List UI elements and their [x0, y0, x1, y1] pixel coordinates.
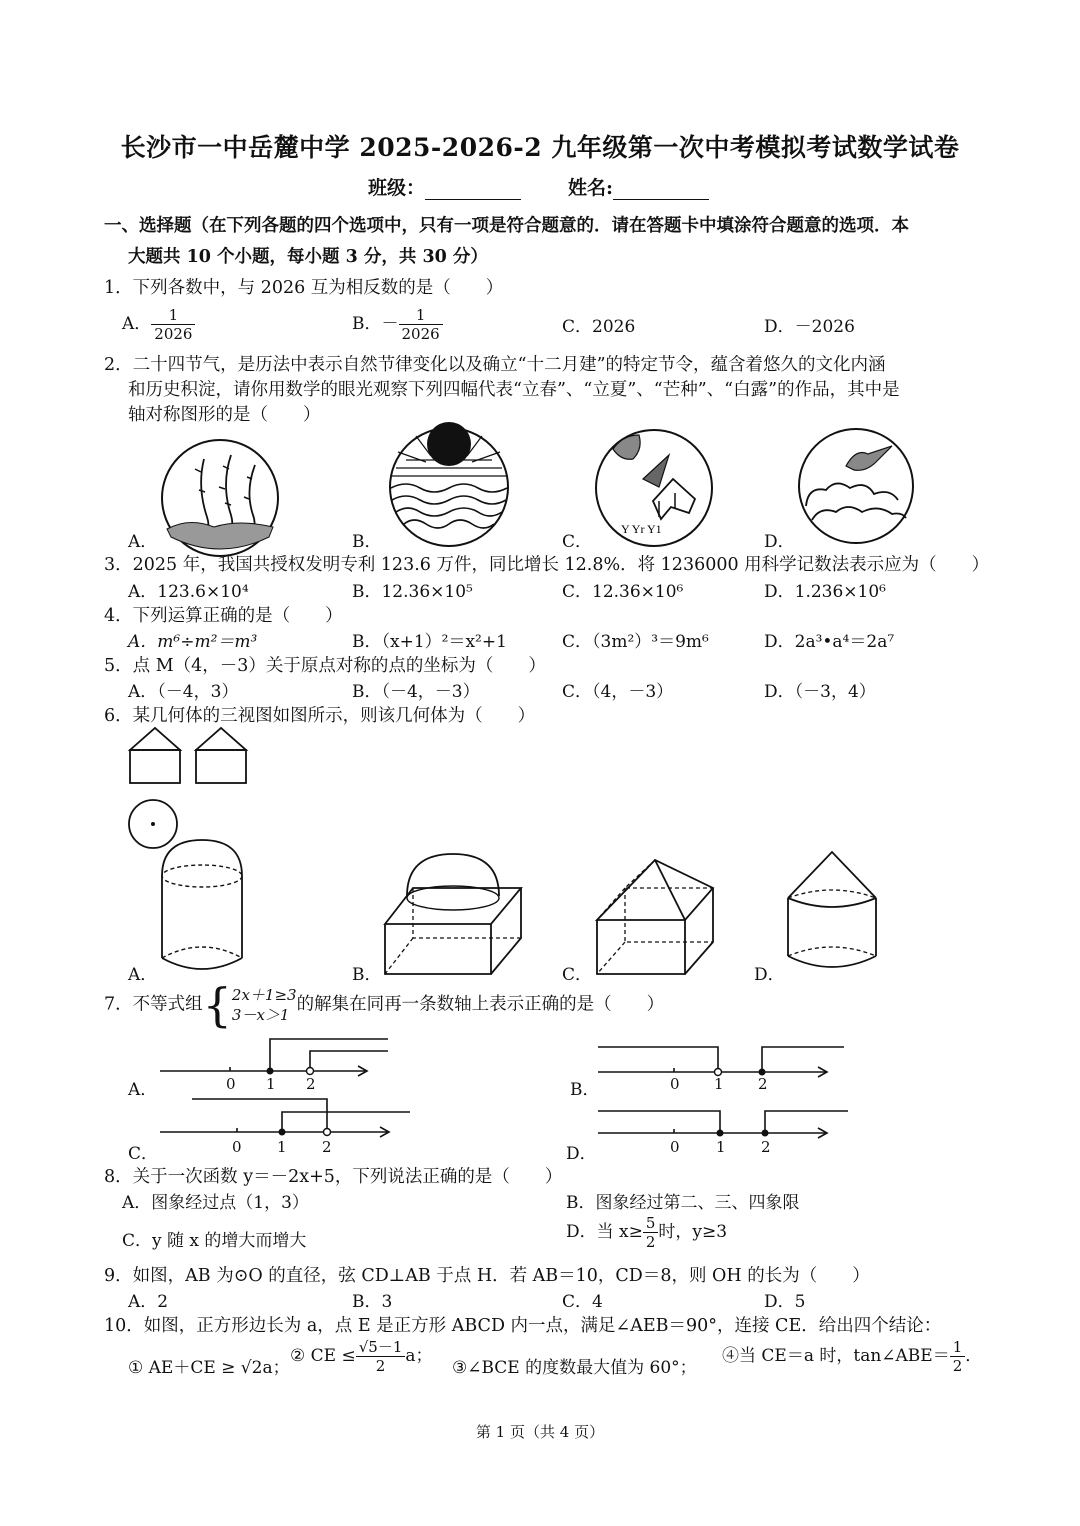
q2-sprout-text: Y Yr Y1: [621, 522, 662, 536]
q7-b-tick-1: 1: [714, 1075, 724, 1093]
q1-stem: 1．下列各数中，与 2026 互为相反数的是（ ）: [104, 278, 504, 298]
q7-a-tick-1: 1: [266, 1075, 276, 1093]
q9-option-a: A．2: [128, 1292, 169, 1312]
q1-option-a: A． $\frac{1}{2026}$: [122, 306, 195, 343]
q7-option-b: B．: [570, 1080, 600, 1100]
q7-numberline-a: [160, 1036, 390, 1076]
q3-option-d: D．1.236×10⁶: [764, 582, 886, 602]
q2-stem-line2: 和历史积淀，请你用数学的眼光观察下列四幅代表“立春”、“立夏”、“芒种”、“白露”的作品，其中是: [128, 380, 900, 400]
q6-figure-c: [595, 858, 715, 976]
q7-d-tick-0: 0: [670, 1138, 680, 1156]
q8-option-d: D．当 x≥ $\frac{5}{2}$ 时，y≥3: [566, 1214, 728, 1251]
q3-option-a: A．123.6×10⁴: [128, 582, 249, 602]
class-label: 班级：: [368, 177, 426, 199]
q10-stem: 10．如图，正方形边长为 a，点 E 是正方形 ABCD 内一点，满足∠AEB＝90°，连接 CE．给出四个结论：: [104, 1316, 942, 1336]
q1-option-b: B．－ $\frac{1}{2026}$: [352, 306, 443, 343]
q8-option-a: A．图象经过点（1，3）: [122, 1193, 309, 1213]
q2-option-d: D．: [764, 532, 795, 552]
q6-figure-a: [160, 838, 244, 974]
q9-option-d: D．5: [764, 1292, 806, 1312]
q2-option-c: C．: [562, 532, 593, 552]
q7-numberline-d: [598, 1108, 850, 1138]
q7-c-tick-0: 0: [232, 1138, 242, 1156]
q3-stem: 3．2025 年，我国共授权发明专利 123.6 万件，同比增长 12.8%．将 1236000 用科学记数法表示应为（ ）: [104, 555, 990, 575]
section-heading-line1: 一、选择题（在下列各题的四个选项中，只有一项是符合题意的．请在答题卡中填涂符合题意的选项．本: [104, 216, 909, 236]
q7-option-a: A．: [128, 1080, 158, 1100]
page-title: 长沙市一中岳麓中学 2025-2026-2 九年级第一次中考模拟考试数学试卷: [120, 133, 960, 162]
q7-b-tick-2: 2: [758, 1075, 768, 1093]
q5-option-a: A．（－4，3）: [128, 682, 239, 702]
q9-option-b: B．3: [352, 1292, 393, 1312]
q7-c-tick-1: 1: [277, 1138, 287, 1156]
q5-stem: 5．点 M（4，－3）关于原点对称的点的坐标为（ ）: [104, 656, 546, 676]
q6-option-d: D．: [754, 965, 785, 985]
q1-option-d: D．－2026: [764, 317, 855, 337]
class-field[interactable]: [368, 173, 521, 200]
q2-stem-line3: 轴对称图形的是（ ）: [128, 405, 321, 425]
q2-figure-lichun: [159, 437, 281, 559]
page-footer: 第 1 页（共 4 页）: [475, 1423, 605, 1441]
name-blank[interactable]: [613, 181, 709, 200]
name-label: 姓名:: [568, 177, 614, 199]
q2-option-b: B．: [352, 532, 382, 552]
q6-figure-b: [383, 852, 523, 976]
class-blank[interactable]: [425, 181, 521, 200]
q2-stem-line1: 2．二十四节气，是历法中表示自然节律变化以及确立“十二月建”的特定节令，蕴含着悠久的文化内涵: [104, 355, 886, 375]
q5-option-b: B．（－4，－3）: [352, 682, 480, 702]
q4-option-b: B．（x+1）²＝x²+1: [352, 632, 507, 652]
q9-stem: 9．如图，AB 为⊙O 的直径，弦 CD⊥AB 于点 H．若 AB＝10，CD＝8，则 OH 的长为（ ）: [104, 1266, 870, 1286]
q6-side-view: [195, 726, 247, 784]
section-heading-line2: 大题共 10 个小题，每小题 3 分，共 30 分）: [128, 247, 488, 267]
q3-option-c: C．12.36×10⁶: [562, 582, 684, 602]
q4-option-c: C．（3m²）³＝9m⁶: [562, 632, 709, 652]
q2-option-a: A．: [128, 532, 158, 552]
q5-option-c: C．（4，－3）: [562, 682, 674, 702]
q6-option-b: B．: [352, 965, 382, 985]
q7-b-tick-0: 0: [670, 1075, 680, 1093]
q9-option-c: C．4: [562, 1292, 603, 1312]
q6-option-c: C．: [562, 965, 593, 985]
q8-option-c: C．y 随 x 的增大而增大: [122, 1231, 307, 1251]
q7-a-tick-0: 0: [226, 1075, 236, 1093]
q6-stem: 6．某几何体的三视图如图所示，则该几何体为（ ）: [104, 706, 536, 726]
q7-numberline-b: [598, 1044, 848, 1078]
q6-front-view: [129, 726, 181, 784]
q6-option-a: A．: [128, 965, 158, 985]
q10-conclusion-2: ② CE ≤ $\frac{√5-1}{2}$ a；: [290, 1338, 433, 1375]
q7-stem: 7．不等式组{ 2x＋1≥3 3－x＞1 的解集在同再一条数轴上表示正确的是（ ）: [104, 978, 665, 1032]
q7-a-tick-2: 2: [306, 1075, 316, 1093]
q7-c-tick-2: 2: [322, 1138, 332, 1156]
q10-conclusion-3: ③∠BCE 的度数最大值为 60°；: [452, 1358, 697, 1378]
q4-option-a: A．m⁶÷m²＝m³: [128, 632, 258, 652]
q7-option-c: C．: [128, 1144, 159, 1164]
q4-stem: 4．下列运算正确的是（ ）: [104, 606, 343, 626]
q2-figure-mangzhong: [593, 427, 715, 549]
q7-d-tick-2: 2: [761, 1138, 771, 1156]
q10-conclusion-4: ④当 CE＝a 时，tan∠ABE＝ $\frac{1}{2}$ ．: [722, 1338, 983, 1375]
q7-option-d: D．: [566, 1144, 597, 1164]
q2-figure-bailu: [796, 426, 916, 546]
q8-stem: 8．关于一次函数 y＝－2x+5，下列说法正确的是（ ）: [104, 1167, 563, 1187]
q7-ineq-2: 3－x＞1: [231, 1006, 290, 1024]
q1-option-c: C．2026: [562, 317, 636, 337]
q6-figure-d: [786, 850, 878, 976]
q2-figure-lixia: [386, 424, 512, 550]
q7-d-tick-1: 1: [716, 1138, 726, 1156]
q7-ineq-1: 2x＋1≥3: [231, 986, 297, 1004]
q5-option-d: D．（－3，4）: [764, 682, 876, 702]
q3-option-b: B．12.36×10⁵: [352, 582, 473, 602]
q7-numberline-c: [160, 1096, 410, 1136]
q4-option-d: D．2a³•a⁴＝2a⁷: [764, 632, 895, 652]
name-field[interactable]: [568, 173, 709, 200]
q8-option-b: B．图象经过第二、三、四象限: [566, 1193, 800, 1213]
q10-conclusion-1: ① AE＋CE ≥ √2a；: [128, 1358, 290, 1378]
